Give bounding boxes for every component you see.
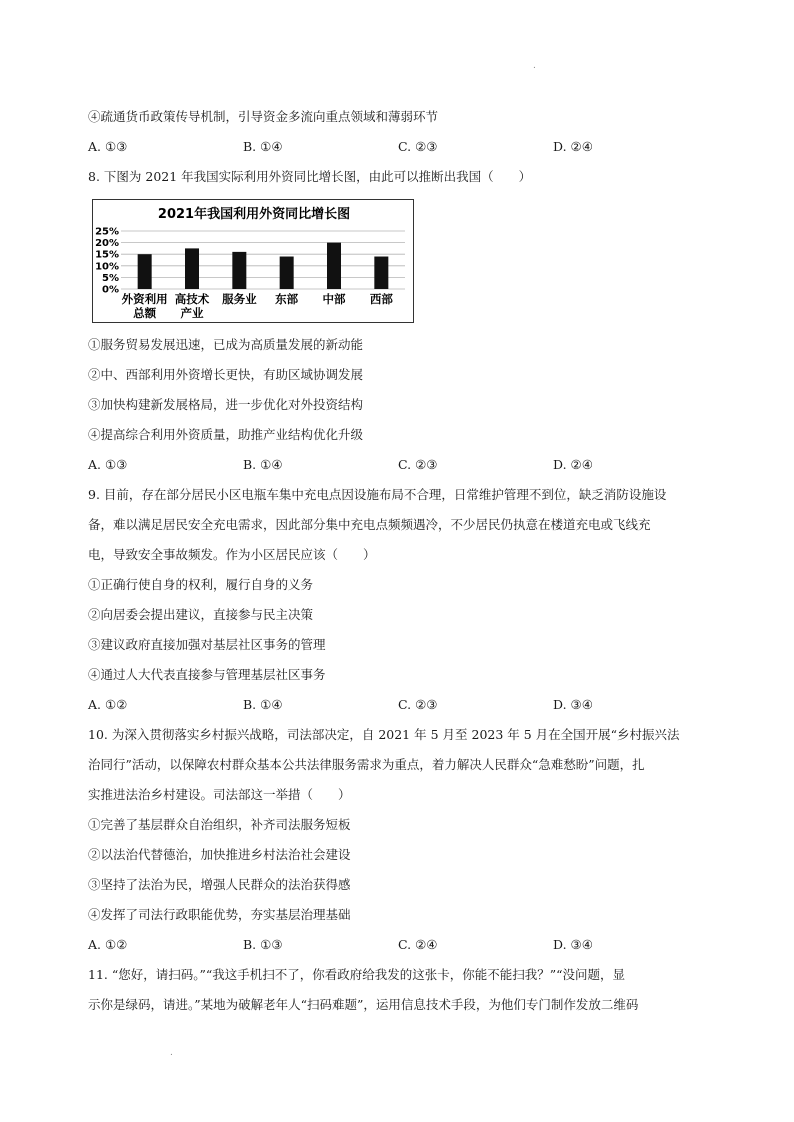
x-category-label: 东部 xyxy=(275,292,299,306)
q9-item-2: ②向居委会提出建议，直接参与民主决策 xyxy=(88,607,314,622)
q9-item-1: ①正确行使自身的权利，履行自身的义务 xyxy=(88,577,314,592)
q9-option-a[interactable]: A. ①② xyxy=(88,697,128,712)
y-tick-label: 15% xyxy=(95,249,119,261)
q9-stem-line-1: 9. 目前，存在部分居民小区电瓶车集中充电点因设施布局不合理，日常维护管理不到位，缺乏消防设施设 xyxy=(88,487,667,502)
q9-item-3: ③建议政府直接加强对基层社区事务的管理 xyxy=(88,637,326,652)
y-tick-label: 5% xyxy=(102,272,119,284)
footer-mark: . xyxy=(170,1048,173,1058)
y-tick-label: 10% xyxy=(95,261,119,273)
q7-option-c[interactable]: C. ②③ xyxy=(398,139,438,154)
bar xyxy=(185,248,199,289)
q7-item-4: ④疏通货币政策传导机制，引导资金多流向重点领域和薄弱环节 xyxy=(88,109,439,124)
q9-stem-line-2: 备，难以满足居民安全充电需求，因此部分集中充电点频频遇冷，不少居民仍执意在楼道充电或飞线充 xyxy=(88,517,651,532)
bar xyxy=(138,254,152,289)
y-tick-label: 25% xyxy=(95,226,119,238)
x-category-label: 服务业 xyxy=(222,292,257,306)
x-category-label: 产业 xyxy=(180,306,204,320)
x-category-label: 总额 xyxy=(133,306,157,320)
q9-option-c[interactable]: C. ②③ xyxy=(398,697,438,712)
x-category-label: 高技术 xyxy=(174,292,210,306)
q10-stem-line-1: 10. 为深入贯彻落实乡村振兴战略，司法部决定，自 2021 年 5 月至 2023 年 5 月在全国开展“乡村振兴法 xyxy=(88,727,680,742)
x-category-label: 外资利用 xyxy=(121,292,168,306)
x-category-label: 中部 xyxy=(322,292,346,306)
bar-chart xyxy=(92,199,414,323)
q10-option-b[interactable]: B. ①③ xyxy=(243,937,283,952)
bar-chart-canvas xyxy=(93,200,415,324)
q10-stem-line-3: 实推进法治乡村建设。司法部这一举措（ ） xyxy=(88,787,351,802)
q10-stem-line-2: 治同行”活动，以保障农村群众基本公共法律服务需求为重点，着力解决人民群众“急难愁盼”问题，扎 xyxy=(88,757,645,772)
q10-item-3: ③坚持了法治为民，增强人民群众的法治获得感 xyxy=(88,877,351,892)
q9-option-d[interactable]: D. ③④ xyxy=(553,697,593,712)
q8-options xyxy=(88,456,708,474)
q8-item-1: ①服务贸易发展迅速，已成为高质量发展的新动能 xyxy=(88,337,364,352)
q8-option-d[interactable]: D. ②④ xyxy=(553,457,593,472)
y-tick-label: 0% xyxy=(102,284,119,296)
bar xyxy=(280,257,294,289)
q10-option-a[interactable]: A. ①② xyxy=(88,937,128,952)
x-category-label: 西部 xyxy=(369,292,393,306)
q7-option-a[interactable]: A. ①③ xyxy=(88,139,128,154)
q9-stem-line-3: 电，导致安全事故频发。作为小区居民应该（ ） xyxy=(88,547,376,562)
q8-option-a[interactable]: A. ①③ xyxy=(88,457,128,472)
q8-stem: 8. 下图为 2021 年我国实际利用外资同比增长图，由此可以推断出我国（ ） xyxy=(88,169,532,184)
chart-title: 2021年我国利用外资同比增长图 xyxy=(157,207,351,222)
q8-item-2: ②中、西部利用外资增长更快，有助区域协调发展 xyxy=(88,367,364,382)
q10-option-c[interactable]: C. ②④ xyxy=(398,937,438,952)
bar xyxy=(327,243,341,289)
q8-option-c[interactable]: C. ②③ xyxy=(398,457,438,472)
q9-options xyxy=(88,696,708,714)
bar xyxy=(374,257,388,289)
q10-option-d[interactable]: D. ③④ xyxy=(553,937,593,952)
q7-options xyxy=(88,138,708,156)
q10-options xyxy=(88,936,708,954)
q7-option-d[interactable]: D. ②④ xyxy=(553,139,593,154)
q8-item-4: ④提高综合利用外资质量，助推产业结构优化升级 xyxy=(88,427,364,442)
corner-mark: . xyxy=(533,61,536,71)
q8-option-b[interactable]: B. ①④ xyxy=(243,457,283,472)
q11-stem-line-1: 11. “您好，请扫码。”“我这手机扫不了，你看政府给我发的这张卡，你能不能扫我？”“没问题，显 xyxy=(88,967,626,982)
q11-stem-line-2: 示你是绿码，请进。”某地为破解老年人“扫码难题”，运用信息技术手段，为他们专门制作发放二维码 xyxy=(88,997,639,1012)
q7-option-b[interactable]: B. ①④ xyxy=(243,139,283,154)
bar xyxy=(232,252,246,289)
y-tick-label: 20% xyxy=(95,238,119,250)
q9-option-b[interactable]: B. ①④ xyxy=(243,697,283,712)
q10-item-1: ①完善了基层群众自治组织，补齐司法服务短板 xyxy=(88,817,351,832)
q10-item-4: ④发挥了司法行政职能优势，夯实基层治理基础 xyxy=(88,907,351,922)
q10-item-2: ②以法治代替德治，加快推进乡村法治社会建设 xyxy=(88,847,351,862)
q9-item-4: ④通过人大代表直接参与管理基层社区事务 xyxy=(88,667,326,682)
q8-item-3: ③加快构建新发展格局，进一步优化对外投资结构 xyxy=(88,397,364,412)
